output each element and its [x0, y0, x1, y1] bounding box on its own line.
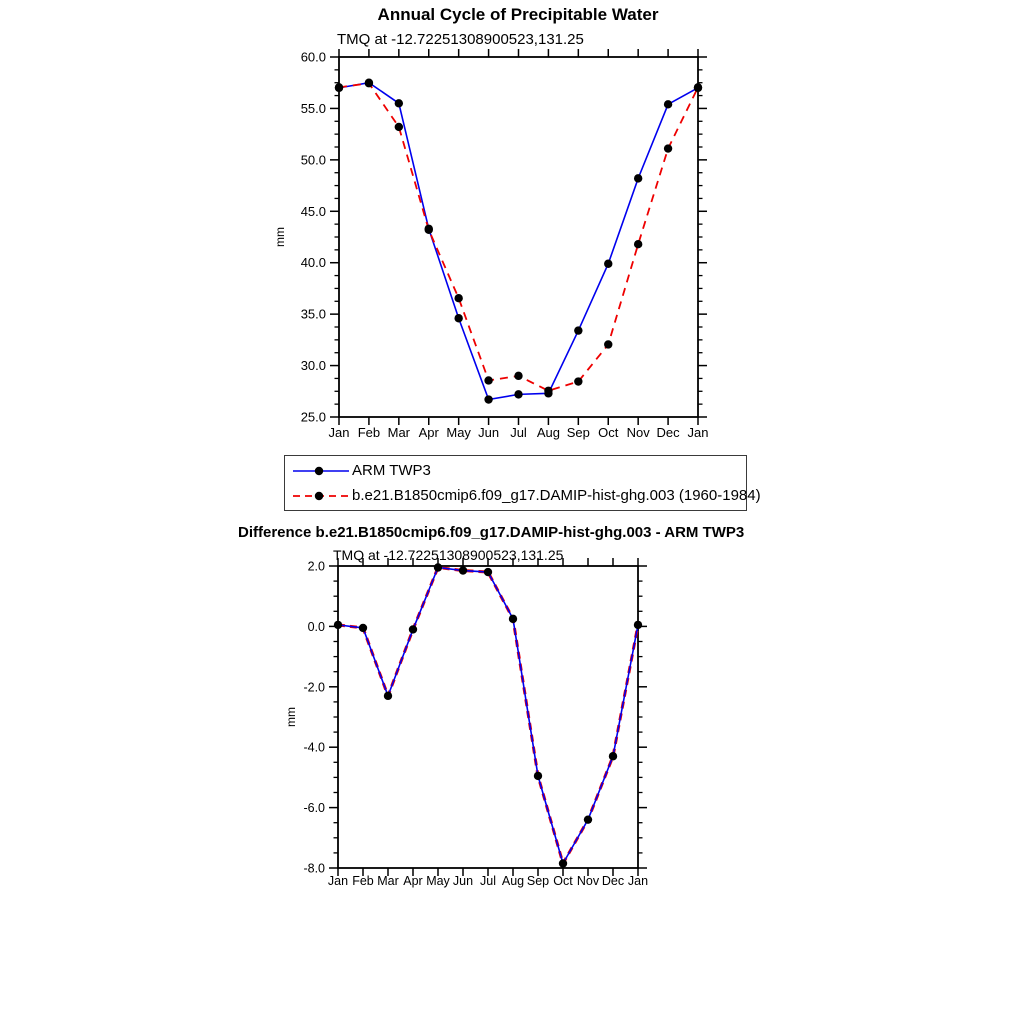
data-point-marker — [634, 240, 642, 248]
y-tick-label: 2.0 — [307, 559, 325, 574]
x-tick-label: Nov — [626, 425, 650, 440]
series-line-1 — [339, 83, 698, 391]
data-point-marker — [694, 83, 702, 91]
data-point-marker — [604, 340, 612, 348]
data-point-marker — [664, 100, 672, 108]
legend-box — [284, 455, 761, 511]
data-point-marker — [365, 79, 373, 87]
x-tick-label: Dec — [601, 874, 625, 888]
diff-line-underlay — [338, 568, 638, 864]
x-tick-label: Dec — [656, 425, 680, 440]
data-point-marker — [544, 387, 552, 395]
chart-0 — [273, 49, 708, 440]
top-chart-subtitle: TMQ at -12.72251308900523,131.25 — [337, 31, 584, 48]
x-tick-label: Sep — [526, 874, 550, 888]
data-point-marker — [574, 326, 582, 334]
data-point-marker — [484, 568, 492, 576]
data-point-marker — [395, 99, 403, 107]
diff-chart-subtitle: TMQ at -12.72251308900523,131.25 — [333, 547, 564, 563]
x-tick-label: Feb — [352, 874, 374, 888]
y-tick-label: 60.0 — [300, 49, 326, 65]
x-tick-label: Jan — [327, 874, 349, 888]
y-tick-label: -6.0 — [303, 801, 325, 816]
data-point-marker — [395, 123, 403, 131]
x-tick-label: Nov — [576, 874, 600, 888]
y-tick-label: 40.0 — [300, 255, 326, 271]
data-point-marker — [384, 692, 392, 700]
data-point-marker — [334, 621, 342, 629]
legend-label-obs: ARM TWP3 — [352, 462, 431, 479]
legend-item-model — [285, 483, 761, 508]
y-tick-label: 55.0 — [300, 100, 326, 116]
x-tick-label: Feb — [357, 425, 381, 440]
x-tick-label: Sep — [566, 425, 590, 440]
data-point-marker — [604, 260, 612, 268]
data-point-marker — [484, 376, 492, 384]
y-tick-label: -2.0 — [303, 680, 325, 695]
x-tick-label: Oct — [598, 425, 619, 440]
data-point-marker — [434, 563, 442, 571]
data-point-marker — [664, 144, 672, 152]
chart-1 — [284, 558, 648, 888]
y-tick-label: 45.0 — [300, 203, 326, 219]
y-tick-label: 35.0 — [300, 306, 326, 322]
top-chart-title: Annual Cycle of Precipitable Water — [377, 5, 659, 24]
data-point-marker — [454, 294, 462, 302]
legend-item-obs — [285, 458, 746, 483]
x-tick-label: Jan — [627, 874, 649, 888]
x-tick-label: Apr — [418, 425, 439, 440]
data-point-marker — [584, 815, 592, 823]
data-point-marker — [514, 372, 522, 380]
x-tick-label: Oct — [553, 874, 573, 888]
x-tick-label: Jul — [510, 425, 527, 440]
data-point-marker — [509, 615, 517, 623]
data-point-marker — [559, 859, 567, 867]
data-point-marker — [359, 624, 367, 632]
y-tick-label: -8.0 — [303, 861, 325, 876]
x-tick-label: Jun — [478, 425, 500, 440]
x-tick-label: May — [426, 874, 450, 888]
x-tick-label: Mar — [377, 874, 399, 888]
x-tick-label: Jul — [480, 874, 496, 888]
data-point-marker — [335, 83, 343, 91]
data-point-marker — [574, 377, 582, 385]
data-point-marker — [634, 174, 642, 182]
data-point-marker — [484, 395, 492, 403]
y-tick-label: 25.0 — [300, 409, 326, 425]
x-tick-label: Jan — [328, 425, 350, 440]
y-axis-title: mm — [284, 707, 298, 727]
x-tick-label: Jun — [452, 874, 474, 888]
data-point-marker — [514, 390, 522, 398]
y-tick-label: -4.0 — [303, 740, 325, 755]
x-tick-label: Apr — [403, 874, 423, 888]
model-line-marker-icon — [292, 490, 350, 502]
plot-frame — [338, 566, 638, 868]
x-tick-label: Jan — [687, 425, 709, 440]
x-tick-label: May — [446, 425, 471, 440]
data-point-marker — [409, 625, 417, 633]
data-point-marker — [454, 314, 462, 322]
y-tick-label: 30.0 — [300, 358, 326, 374]
x-tick-label: Aug — [536, 425, 560, 440]
data-point-marker — [634, 621, 642, 629]
y-tick-label: 0.0 — [307, 619, 325, 634]
diff-line — [338, 568, 638, 864]
y-axis-title: mm — [273, 227, 287, 247]
legend-label-model: b.e21.B1850cmip6.f09_g17.DAMIP-hist-ghg.003 (1960-1984) — [352, 487, 761, 504]
y-tick-label: 50.0 — [300, 152, 326, 168]
plot-frame — [339, 57, 698, 417]
obs-line-marker-icon — [292, 465, 350, 477]
data-point-marker — [459, 566, 467, 574]
data-point-marker — [534, 772, 542, 780]
x-tick-label: Mar — [387, 425, 411, 440]
diff-chart-title: Difference b.e21.B1850cmip6.f09_g17.DAMIP-hist-ghg.003 - ARM TWP3 — [238, 524, 745, 541]
series-line-0 — [339, 83, 698, 400]
x-tick-label: Aug — [501, 874, 525, 888]
data-point-marker — [609, 752, 617, 760]
data-point-marker — [425, 226, 433, 234]
